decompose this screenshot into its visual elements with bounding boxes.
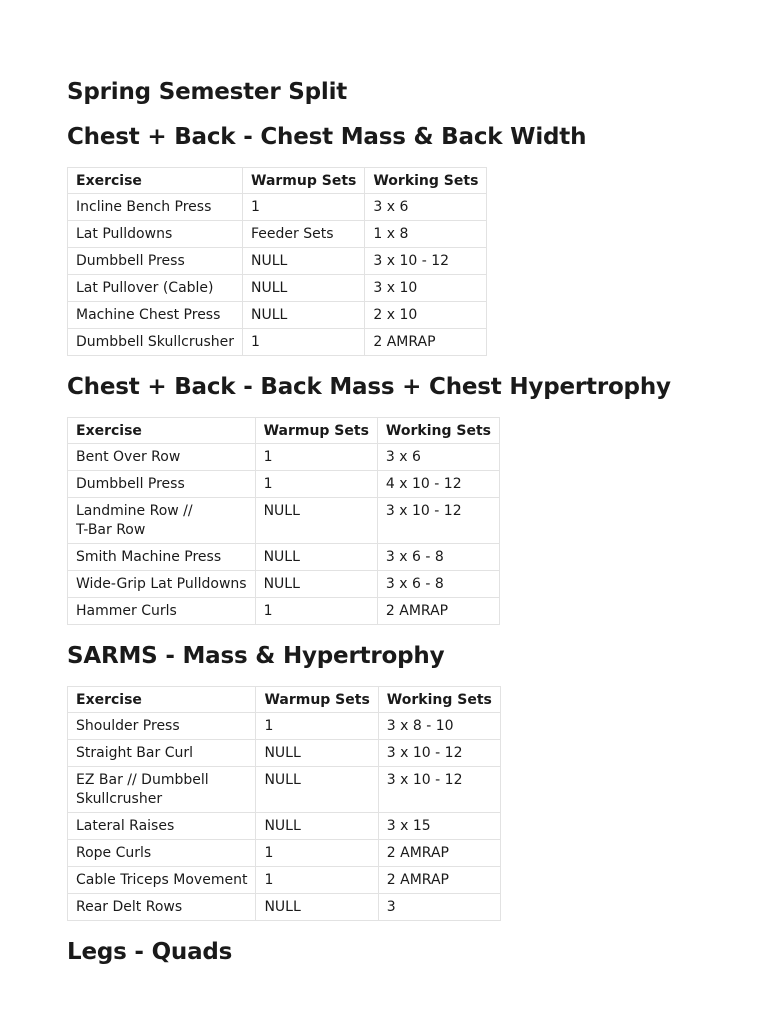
table-row (68, 840, 501, 867)
table-cell: EZ Bar // Dumbbell Skullcrusher (68, 767, 256, 813)
table-header-row (68, 168, 487, 194)
table-row (68, 740, 501, 767)
table-cell: NULL (256, 740, 378, 767)
document-title: Spring Semester Split (67, 79, 348, 105)
table-row (68, 221, 487, 248)
table-row (68, 867, 501, 894)
table-cell: Rear Delt Rows (68, 894, 256, 921)
table-cell: 3 x 6 (377, 444, 499, 471)
column-header: Warmup Sets (256, 687, 378, 713)
table-cell: 3 x 6 - 8 (377, 544, 499, 571)
column-header: Exercise (68, 168, 243, 194)
table-cell: 2 AMRAP (365, 329, 487, 356)
section-heading: Legs - Quads (67, 939, 233, 965)
table-row (68, 813, 501, 840)
table-cell: NULL (256, 813, 378, 840)
table-cell: 1 (255, 471, 377, 498)
table-cell: Shoulder Press (68, 713, 256, 740)
table-row (68, 498, 500, 544)
workout-table (67, 167, 487, 356)
table-cell: Incline Bench Press (68, 194, 243, 221)
table-row (68, 598, 500, 625)
table-row (68, 194, 487, 221)
table-cell: Machine Chest Press (68, 302, 243, 329)
table-header-row (68, 687, 501, 713)
table-cell: 2 AMRAP (377, 598, 499, 625)
table-cell: 1 (256, 840, 378, 867)
table-cell: 3 x 6 - 8 (377, 571, 499, 598)
table-cell: 3 x 8 - 10 (378, 713, 500, 740)
table-cell: Smith Machine Press (68, 544, 256, 571)
table-row (68, 571, 500, 598)
table-cell: Lat Pulldowns (68, 221, 243, 248)
table-row (68, 329, 487, 356)
section-heading: Chest + Back - Back Mass + Chest Hypertrophy (67, 374, 671, 400)
table-cell: NULL (243, 302, 365, 329)
column-header: Exercise (68, 418, 256, 444)
table-cell: 3 x 6 (365, 194, 487, 221)
table-row (68, 544, 500, 571)
table-cell: 2 AMRAP (378, 840, 500, 867)
table-cell: 3 x 15 (378, 813, 500, 840)
table-cell: 1 (256, 713, 378, 740)
table-row (68, 713, 501, 740)
table-row (68, 894, 501, 921)
table-cell: Lateral Raises (68, 813, 256, 840)
table-cell: NULL (255, 498, 377, 544)
table-cell: Feeder Sets (243, 221, 365, 248)
table-cell: Landmine Row // T-Bar Row (68, 498, 256, 544)
table-cell: 1 (255, 598, 377, 625)
table-cell: 3 x 10 - 12 (378, 740, 500, 767)
table-cell: Dumbbell Press (68, 471, 256, 498)
table-row (68, 444, 500, 471)
table-cell: Cable Triceps Movement (68, 867, 256, 894)
table-cell: Hammer Curls (68, 598, 256, 625)
table-cell: Rope Curls (68, 840, 256, 867)
table-row (68, 471, 500, 498)
table-row (68, 767, 501, 813)
workout-table (67, 686, 501, 921)
table-cell: 1 (256, 867, 378, 894)
section-heading: SARMS - Mass & Hypertrophy (67, 643, 445, 669)
column-header: Warmup Sets (255, 418, 377, 444)
table-header-row (68, 418, 500, 444)
table-cell: 3 x 10 - 12 (377, 498, 499, 544)
table-cell: NULL (256, 894, 378, 921)
table-row (68, 248, 487, 275)
table-row (68, 302, 487, 329)
table-cell: NULL (255, 544, 377, 571)
column-header: Warmup Sets (243, 168, 365, 194)
table-cell: 3 (378, 894, 500, 921)
column-header: Working Sets (377, 418, 499, 444)
table-cell: 4 x 10 - 12 (377, 471, 499, 498)
table-cell: 3 x 10 - 12 (378, 767, 500, 813)
table-cell: 3 x 10 - 12 (365, 248, 487, 275)
table-cell: 2 AMRAP (378, 867, 500, 894)
table-cell: NULL (256, 767, 378, 813)
workout-table (67, 417, 500, 625)
table-cell: NULL (243, 275, 365, 302)
table-cell: 1 (255, 444, 377, 471)
table-cell: 1 (243, 194, 365, 221)
section-heading: Chest + Back - Chest Mass & Back Width (67, 124, 587, 150)
table-cell: 1 x 8 (365, 221, 487, 248)
table-cell: Dumbbell Press (68, 248, 243, 275)
column-header: Working Sets (365, 168, 487, 194)
table-cell: Bent Over Row (68, 444, 256, 471)
table-cell: NULL (243, 248, 365, 275)
table-cell: 2 x 10 (365, 302, 487, 329)
table-cell: Lat Pullover (Cable) (68, 275, 243, 302)
table-cell: NULL (255, 571, 377, 598)
table-cell: 1 (243, 329, 365, 356)
table-cell: Wide-Grip Lat Pulldowns (68, 571, 256, 598)
table-cell: 3 x 10 (365, 275, 487, 302)
table-cell: Dumbbell Skullcrusher (68, 329, 243, 356)
table-cell: Straight Bar Curl (68, 740, 256, 767)
column-header: Exercise (68, 687, 256, 713)
column-header: Working Sets (378, 687, 500, 713)
table-row (68, 275, 487, 302)
